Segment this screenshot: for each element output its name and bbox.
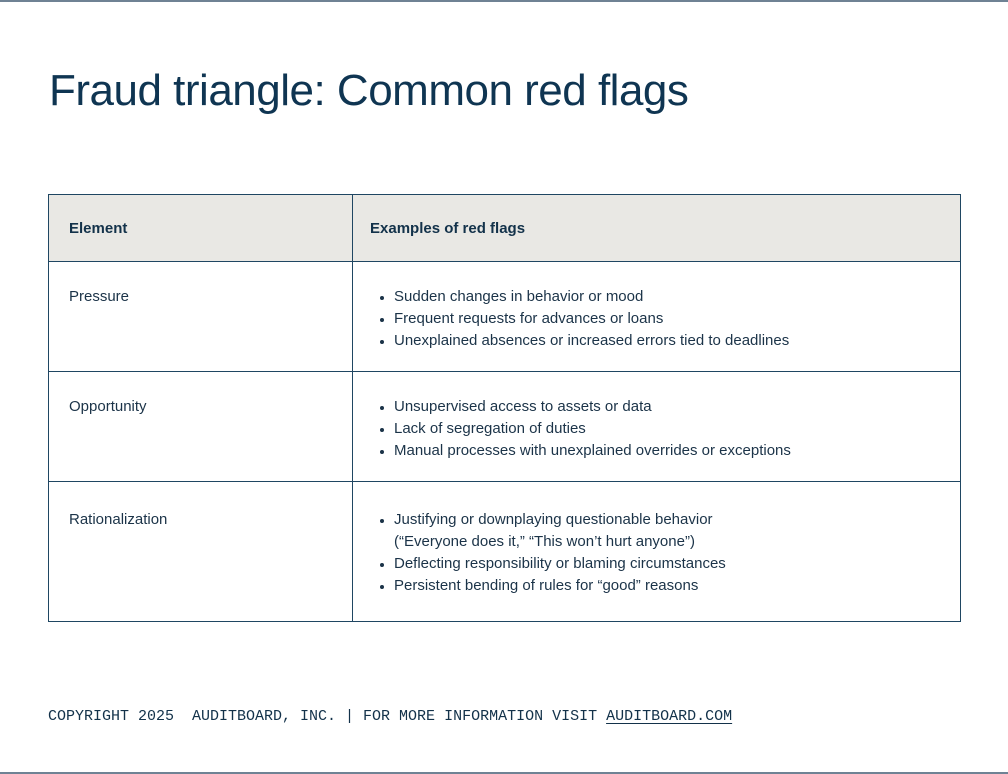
element-cell: Pressure [49, 262, 353, 372]
examples-cell [353, 372, 961, 482]
auditboard-link[interactable]: AUDITBOARD.COM [606, 708, 733, 725]
list-item: Unsupervised access to assets or data [370, 396, 960, 418]
red-flag-list [370, 286, 960, 352]
footer-copyright-text: COPYRIGHT 2025 AUDITBOARD, INC. | FOR MORE INFORMATION VISIT [48, 708, 607, 725]
element-cell: Rationalization [49, 482, 353, 622]
list-item: Sudden changes in behavior or mood [370, 286, 960, 308]
column-header-element: Element [49, 195, 353, 262]
top-rule [0, 0, 1008, 2]
list-item: Persistent bending of rules for “good” reasons [370, 575, 960, 597]
table-row [49, 482, 961, 622]
page-title: Fraud triangle: Common red flags [49, 66, 689, 115]
footer [48, 708, 732, 725]
list-item: Frequent requests for advances or loans [370, 308, 960, 330]
red-flag-list [370, 396, 960, 462]
table-row [49, 262, 961, 372]
list-item: Unexplained absences or increased errors tied to deadlines [370, 330, 960, 352]
list-item: Deflecting responsibility or blaming circumstances [370, 553, 960, 575]
list-item: Justifying or downplaying questionable behavior (“Everyone does it,” “This won’t hurt anyone”) [370, 509, 960, 553]
element-cell: Opportunity [49, 372, 353, 482]
examples-cell [353, 262, 961, 372]
red-flag-list [370, 509, 960, 597]
column-header-examples: Examples of red flags [353, 195, 961, 262]
list-item: Manual processes with unexplained overrides or exceptions [370, 440, 960, 462]
list-item: Lack of segregation of duties [370, 418, 960, 440]
examples-cell [353, 482, 961, 622]
table-header-row [49, 195, 961, 262]
red-flags-table [48, 194, 961, 622]
table-row [49, 372, 961, 482]
